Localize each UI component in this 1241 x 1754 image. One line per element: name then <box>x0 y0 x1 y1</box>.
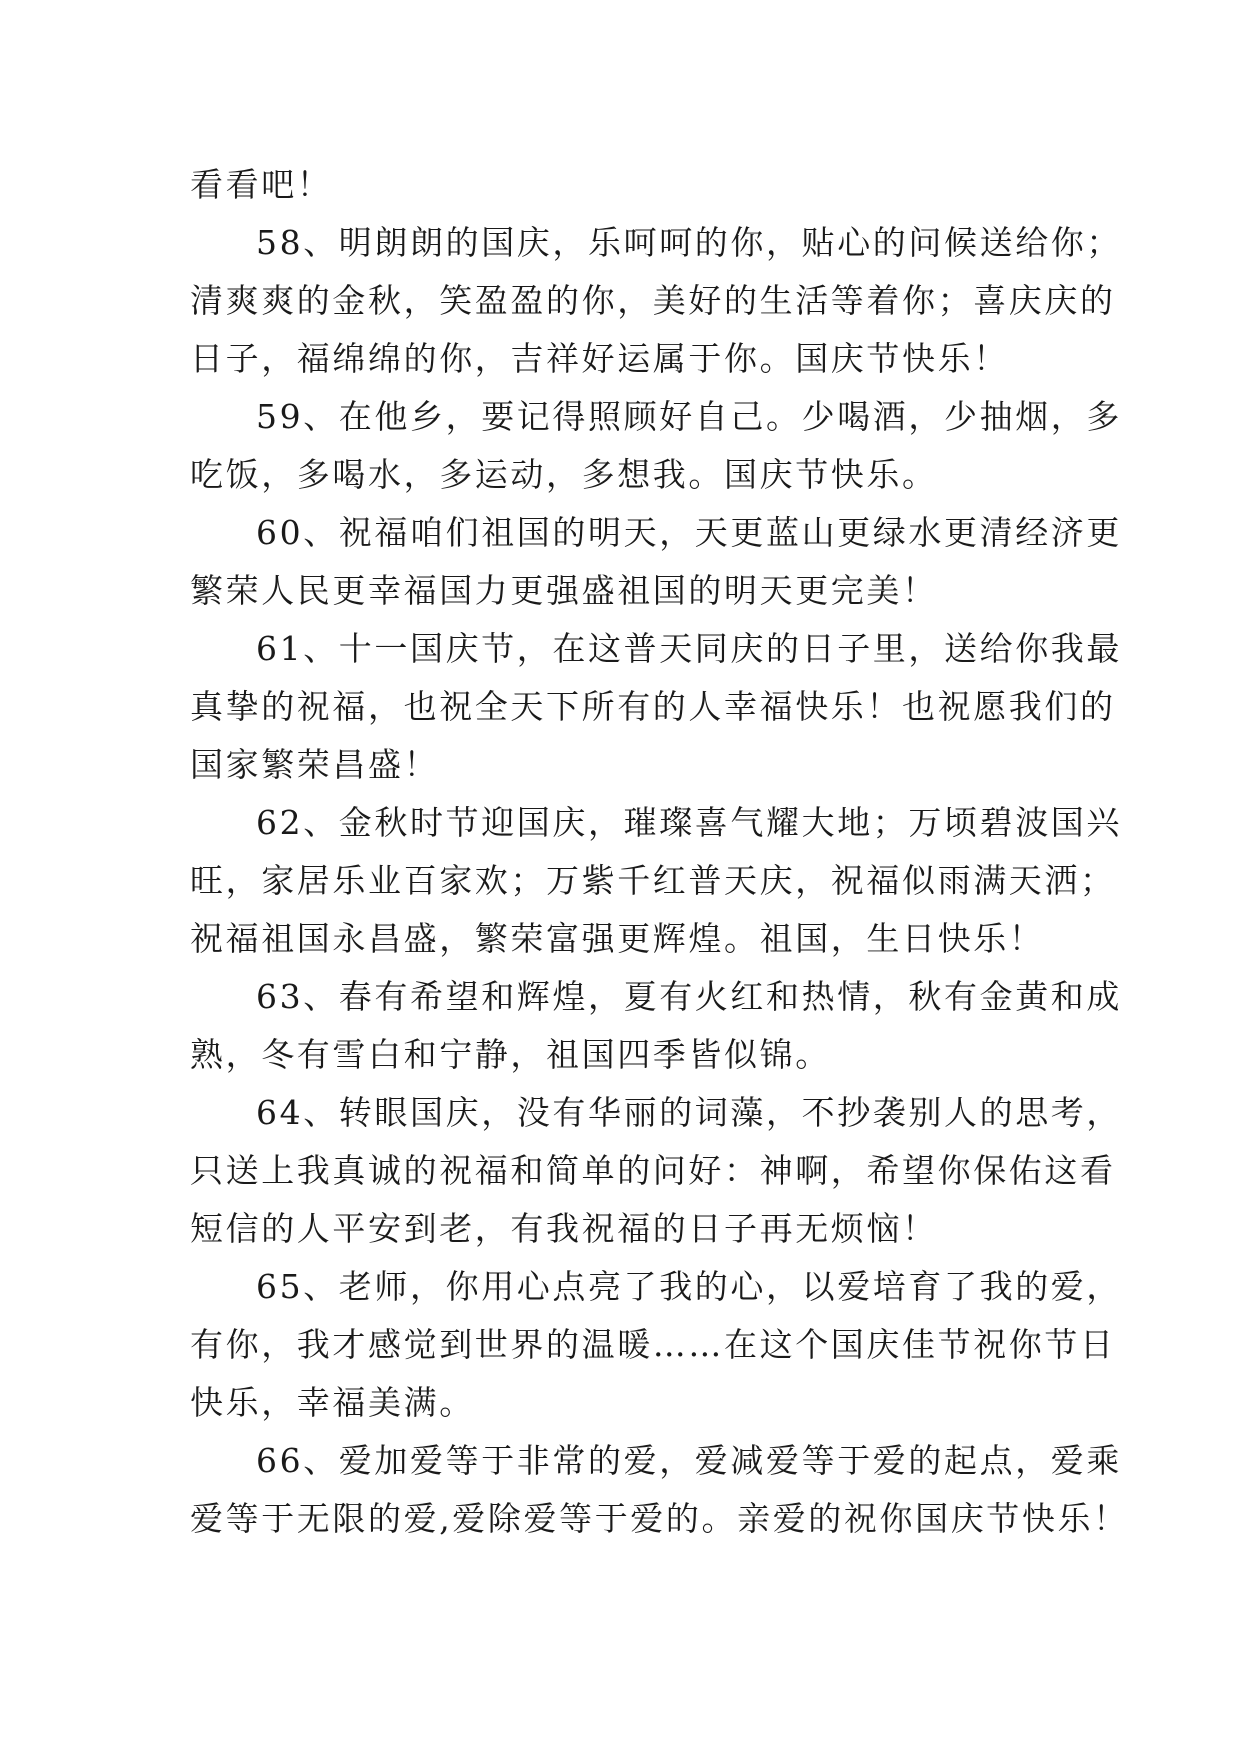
text-line: 66、爱加爱等于非常的爱，爱减爱等于爱的起点，爱乘 <box>256 1441 1122 1480</box>
text-line: 64、转眼国庆，没有华丽的词藻，不抄袭别人的思考， <box>256 1093 1122 1132</box>
text-line: 58、明朗朗的国庆，乐呵呵的你，贴心的问候送给你； <box>256 223 1122 262</box>
paragraph-64 <box>190 1084 1122 1258</box>
text-line: 真挚的祝福，也祝全天下所有的人幸福快乐！也祝愿我们的 <box>190 687 1116 726</box>
text-line: 59、在他乡，要记得照顾好自己。少喝酒，少抽烟，多 <box>256 397 1122 436</box>
paragraph-59 <box>190 388 1122 504</box>
text-line: 国家繁荣昌盛！ <box>190 745 440 784</box>
paragraph-continuation <box>190 156 1070 214</box>
text-line: 快乐，幸福美满。 <box>190 1383 475 1422</box>
text-line: 熟，冬有雪白和宁静，祖国四季皆似锦。 <box>190 1035 831 1074</box>
text-line: 65、老师，你用心点亮了我的心，以爱培育了我的爱， <box>256 1267 1122 1306</box>
text-line: 60、祝福咱们祖国的明天，天更蓝山更绿水更清经济更 <box>256 513 1122 552</box>
text-line: 看看吧！ <box>190 165 333 204</box>
text-line: 63、春有希望和辉煌，夏有火红和热情，秋有金黄和成 <box>256 977 1122 1016</box>
paragraph-60 <box>190 504 1122 620</box>
text-line: 爱等于无限的爱,爱除爱等于爱的。亲爱的祝你国庆节快乐！ <box>190 1499 1129 1538</box>
text-line: 有你，我才感觉到世界的温暖……在这个国庆佳节祝你节日 <box>190 1325 1116 1364</box>
paragraph-62 <box>190 794 1122 968</box>
paragraph-63 <box>190 968 1122 1084</box>
paragraph-65 <box>190 1258 1122 1432</box>
text-line: 61、十一国庆节，在这普天同庆的日子里，送给你我最 <box>256 629 1122 668</box>
text-line: 日子，福绵绵的你，吉祥好运属于你。国庆节快乐！ <box>190 339 1009 378</box>
text-line: 繁荣人民更幸福国力更强盛祖国的明天更完美！ <box>190 571 938 610</box>
document-body <box>190 156 1129 1548</box>
text-line: 62、金秋时节迎国庆，璀璨喜气耀大地；万顷碧波国兴 <box>256 803 1122 842</box>
text-line: 短信的人平安到老，有我祝福的日子再无烦恼！ <box>190 1209 938 1248</box>
paragraph-61 <box>190 620 1122 794</box>
text-line: 旺，家居乐业百家欢；万紫千红普天庆，祝福似雨满天洒； <box>190 861 1116 900</box>
text-line: 只送上我真诚的祝福和简单的问好：神啊，希望你保佑这看 <box>190 1151 1116 1190</box>
paragraph-66 <box>190 1432 1129 1548</box>
text-line: 吃饭，多喝水，多运动，多想我。国庆节快乐。 <box>190 455 938 494</box>
text-line: 清爽爽的金秋，笑盈盈的你，美好的生活等着你；喜庆庆的 <box>190 281 1116 320</box>
text-line: 祝福祖国永昌盛，繁荣富强更辉煌。祖国，生日快乐！ <box>190 919 1045 958</box>
paragraph-58 <box>190 214 1122 388</box>
